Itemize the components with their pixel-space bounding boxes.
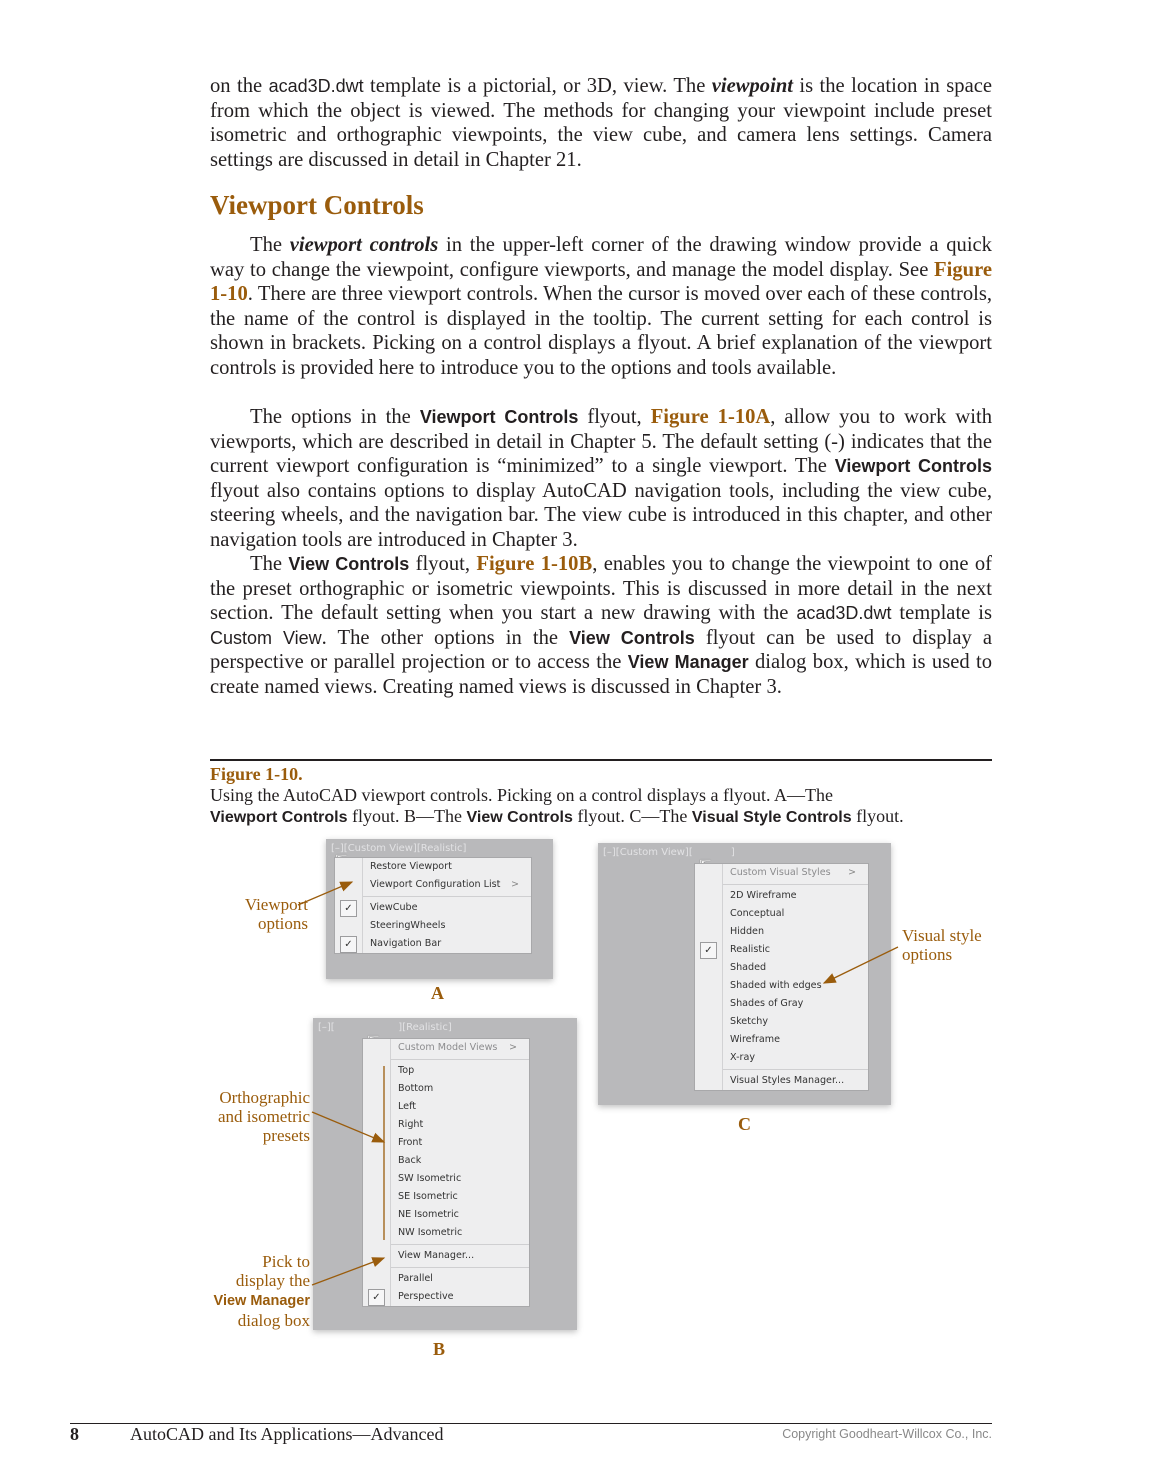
panel-letter-c: C bbox=[738, 1114, 751, 1134]
page-number: 8 bbox=[70, 1424, 79, 1444]
book-title: AutoCAD and Its Applications—Advanced bbox=[130, 1424, 444, 1444]
menu-item-x-ray[interactable]: X-ray bbox=[730, 1052, 756, 1063]
visual-style-control-label[interactable]: [–][Custom View][ ] bbox=[603, 847, 735, 858]
menu-item-realistic[interactable]: ✓ Realistic bbox=[695, 941, 868, 959]
section-heading: Viewport Controls bbox=[210, 190, 424, 220]
callout-view-manager: Pick to display the View Manager dialog box bbox=[213, 1252, 310, 1330]
menu-item-visual-styles-manager[interactable]: Visual Styles Manager... bbox=[730, 1075, 845, 1086]
menu-item-custom-visual-styles[interactable]: Custom Visual Styles > bbox=[695, 864, 868, 882]
menu-item-viewcube[interactable]: ✓ ViewCube bbox=[335, 899, 531, 917]
menu-item-2d-wireframe[interactable]: 2D Wireframe bbox=[730, 890, 797, 901]
paragraph-intro: on the acad3D.dwt template is a pictorial, or 3D, view. The viewpoint is the location in space from which the object is viewed. The methods for changing your viewpoint include preset isometric and orthographic viewpoints, the view cube, and camera lens settings. Camera settings are discussed in detail in Chapter 21. bbox=[210, 75, 992, 171]
figure-caption: Using the AutoCAD viewport controls. Picking on a control displays a flyout. A—The Viewport Controls flyout. B—The View Controls flyout. C—The Visual Style Controls flyout. bbox=[210, 785, 904, 826]
panel-letter-b: B bbox=[433, 1339, 446, 1359]
template-name: acad3D.dwt bbox=[268, 76, 364, 96]
menu-item-bottom[interactable]: Bottom bbox=[398, 1083, 434, 1094]
menu-item-sketchy[interactable]: Sketchy bbox=[730, 1016, 769, 1027]
checkmark-icon[interactable]: ✓ bbox=[340, 900, 357, 917]
submenu-arrow-icon: > bbox=[508, 1042, 517, 1053]
submenu-arrow-icon: > bbox=[510, 879, 519, 890]
menu-item-view-manager[interactable]: View Manager... bbox=[398, 1250, 475, 1261]
menu-item-ne-isometric[interactable]: NE Isometric bbox=[398, 1209, 459, 1220]
menu-item-conceptual[interactable]: Conceptual bbox=[730, 908, 785, 919]
checkmark-icon[interactable]: ✓ bbox=[340, 936, 357, 953]
menu-item-restore-viewport[interactable]: Restore Viewport bbox=[370, 861, 452, 872]
menu-item-viewport-configuration-list[interactable]: Viewport Configuration List > bbox=[335, 876, 531, 894]
menu-item-left[interactable]: Left bbox=[398, 1101, 417, 1112]
callout-orthographic-presets: Orthographic and isometric presets bbox=[217, 1088, 310, 1145]
callout-visual-style-options: Visual style options bbox=[902, 926, 982, 964]
term-viewport-controls: viewport controls bbox=[289, 234, 439, 256]
copyright: Copyright Goodheart-Willcox Co., Inc. bbox=[782, 1427, 992, 1441]
menu-item-navigation-bar[interactable]: ✓ Navigation Bar bbox=[335, 935, 531, 953]
figure-ref-a[interactable]: Figure 1-10A bbox=[650, 406, 771, 428]
menu-item-se-isometric[interactable]: SE Isometric bbox=[398, 1191, 458, 1202]
callout-viewport-options: Viewport options bbox=[244, 895, 308, 933]
menu-item-front[interactable]: Front bbox=[398, 1137, 423, 1148]
menu-item-custom-model-views[interactable]: Custom Model Views > bbox=[363, 1039, 529, 1057]
paragraph-viewport-flyout: The options in the Viewport Controls flyout, Figure 1-10A, allow you to work with viewports, which are described in detail in Chapter 5. The default setting (-) indicates that the current viewport configuration is “minimized” to a single viewport. The Viewport Controls flyout also contains options to display AutoCAD navigation tools, including the view cube, steering wheels, and the navigation bar. The view cube is introduced in this chapter, and other navigation tools are introduced in Chapter 3. bbox=[210, 406, 993, 551]
paragraph-view-flyout: The View Controls flyout, Figure 1-10B, enables you to change the viewpoint to one of the preset orthographic or isometric viewpoints. This is discussed in more detail in the next section. The default setting when you start a new drawing with the acad3D.dwt template is Custom View. The other options in the View Controls flyout can be used to display a perspective or parallel projection or to access the View Manager dialog box, which is used to create named views. Creating named views is discussed in Chapter 3. bbox=[210, 553, 993, 698]
menu-item-hidden[interactable]: Hidden bbox=[730, 926, 765, 937]
viewport-control-label[interactable]: [–][Custom View][Realistic] bbox=[331, 843, 467, 854]
menu-item-shaded-with-edges[interactable]: Shaded with edges bbox=[730, 980, 822, 991]
panel-letter-a: A bbox=[431, 983, 444, 1003]
term-viewpoint: viewpoint bbox=[711, 75, 793, 97]
menu-item-shades-of-gray[interactable]: Shades of Gray bbox=[730, 998, 804, 1009]
menu-item-back[interactable]: Back bbox=[398, 1155, 422, 1166]
figure-title: Figure 1-10. bbox=[210, 764, 303, 784]
figure-ref[interactable]: Figure 1-10 bbox=[210, 258, 992, 306]
checkmark-icon[interactable]: ✓ bbox=[700, 942, 717, 959]
view-control-label[interactable]: [–][ ][Realistic] bbox=[318, 1022, 452, 1033]
menu-item-perspective[interactable]: ✓ Perspective bbox=[363, 1288, 529, 1306]
menu-item-parallel[interactable]: Parallel bbox=[398, 1273, 433, 1284]
menu-item-nw-isometric[interactable]: NW Isometric bbox=[398, 1227, 463, 1238]
figure-ref-b[interactable]: Figure 1-10B bbox=[476, 553, 593, 575]
menu-item-shaded[interactable]: Shaded bbox=[730, 962, 767, 973]
menu-item-steeringwheels[interactable]: SteeringWheels bbox=[370, 920, 446, 931]
menu-item-top[interactable]: Top bbox=[398, 1065, 415, 1076]
menu-item-wireframe[interactable]: Wireframe bbox=[730, 1034, 781, 1045]
submenu-arrow-icon: > bbox=[847, 867, 856, 878]
menu-item-sw-isometric[interactable]: SW Isometric bbox=[398, 1173, 462, 1184]
checkmark-icon[interactable]: ✓ bbox=[368, 1289, 385, 1306]
menu-item-right[interactable]: Right bbox=[398, 1119, 424, 1130]
paragraph-viewport-controls: The viewport controls in the upper-left corner of the drawing window provide a quick way to change the viewpoint, configure viewports, and manage the model display. See Figure 1-10. There are three viewport controls. When the cursor is moved over each of these controls, the name of the control is displayed in the tooltip. The current setting for each control is shown in brackets. Picking on a control displays a flyout. A brief explanation of the viewport controls is provided here to introduce you to the options and tools available. bbox=[210, 234, 992, 379]
